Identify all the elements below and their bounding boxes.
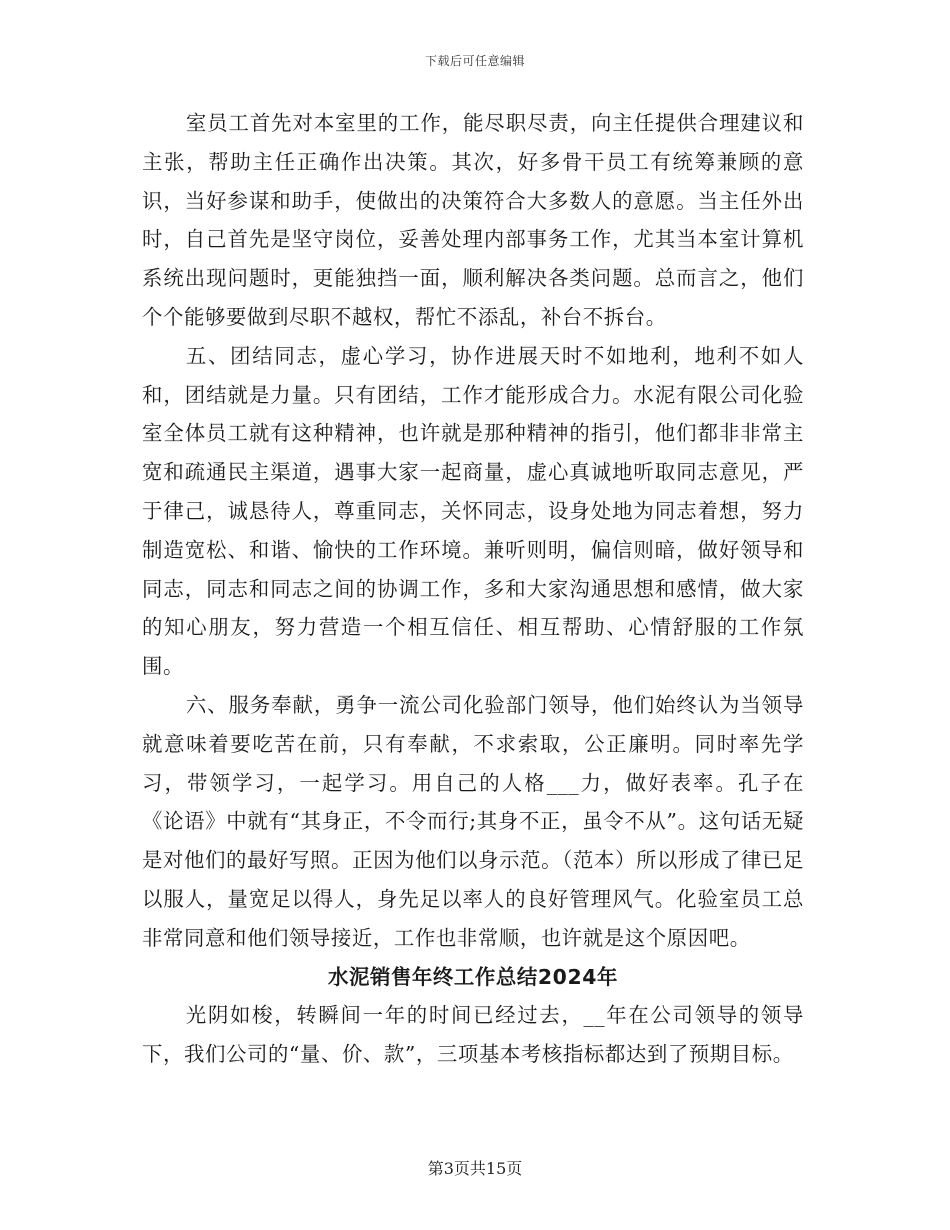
section-title: 水泥销售年终工作总结2024年 — [327, 964, 619, 989]
document-body — [142, 104, 804, 1074]
paragraph-unity: 五、团结同志，虚心学习，协作进展天时不如地利，地利不如人和，团结就是力量。只有团结，工作才能形成合力。水泥有限公司化验室全体员工就有这种精神，也许就是那种精神的指引，他们都非非常主宽和疏通民主渠道，遇事大家一起商量，虚心真诚地听取同志意见，严于律己，诚恳待人，尊重同志，关怀同志，设身处地为同志着想，努力制造宽松、和谐、愉快的工作环境。兼听则明，偏信则暗，做好领导和同志，同志和同志之间的协调工作，多和大家沟通思想和感情，做大家的知心朋友，努力营造一个相互信任、相互帮助、心情舒服的工作氛围。 — [142, 343, 804, 679]
page-header-note: 下载后可任意编辑 — [424, 54, 525, 68]
paragraph-duties: 室员工首先对本室里的工作，能尽职尽责，向主任提供合理建议和主张，帮助主任正确作出决策。其次，好多骨干员工有统筹兼顾的意识，当好参谋和助手，使做出的决策符合大多数人的意愿。当主任外出时，自己首先是坚守岗位，妥善处理内部事务工作，尤其当本室计算机系统出现问题时，更能独挡一面，顺利解决各类问题。总而言之，他们个个能够要做到尽职不越权，帮忙不添乱，补台不拆台。 — [142, 111, 804, 329]
page-number: 第3页共15页 — [427, 1159, 523, 1178]
paragraph-intro: 光阴如梭，转瞬间一年的时间已经过去，__年在公司领导的领导下，我们公司的“量、价、款”，三项基本考核指标都达到了预期目标。 — [142, 1003, 804, 1067]
paragraph-service: 六、服务奉献，勇争一流公司化验部门领导，他们始终认为当领导就意味着要吃苦在前，只有奉献，不求索取，公正廉明。同时率先学习，带领学习，一起学习。用自己的人格___力，做好表率。孔子在《论语》中就有“其身正，不令而行;其身不正，虽令不从”。这句话无疑是对他们的最好写照。正因为他们以身示范。（范本）所以形成了律已足以服人，量宽足以得人，身先足以率人的良好管理风气。化验室员工总非常同意和他们领导接近，工作也非常顺，也许就是这个原因吧。 — [142, 692, 804, 950]
